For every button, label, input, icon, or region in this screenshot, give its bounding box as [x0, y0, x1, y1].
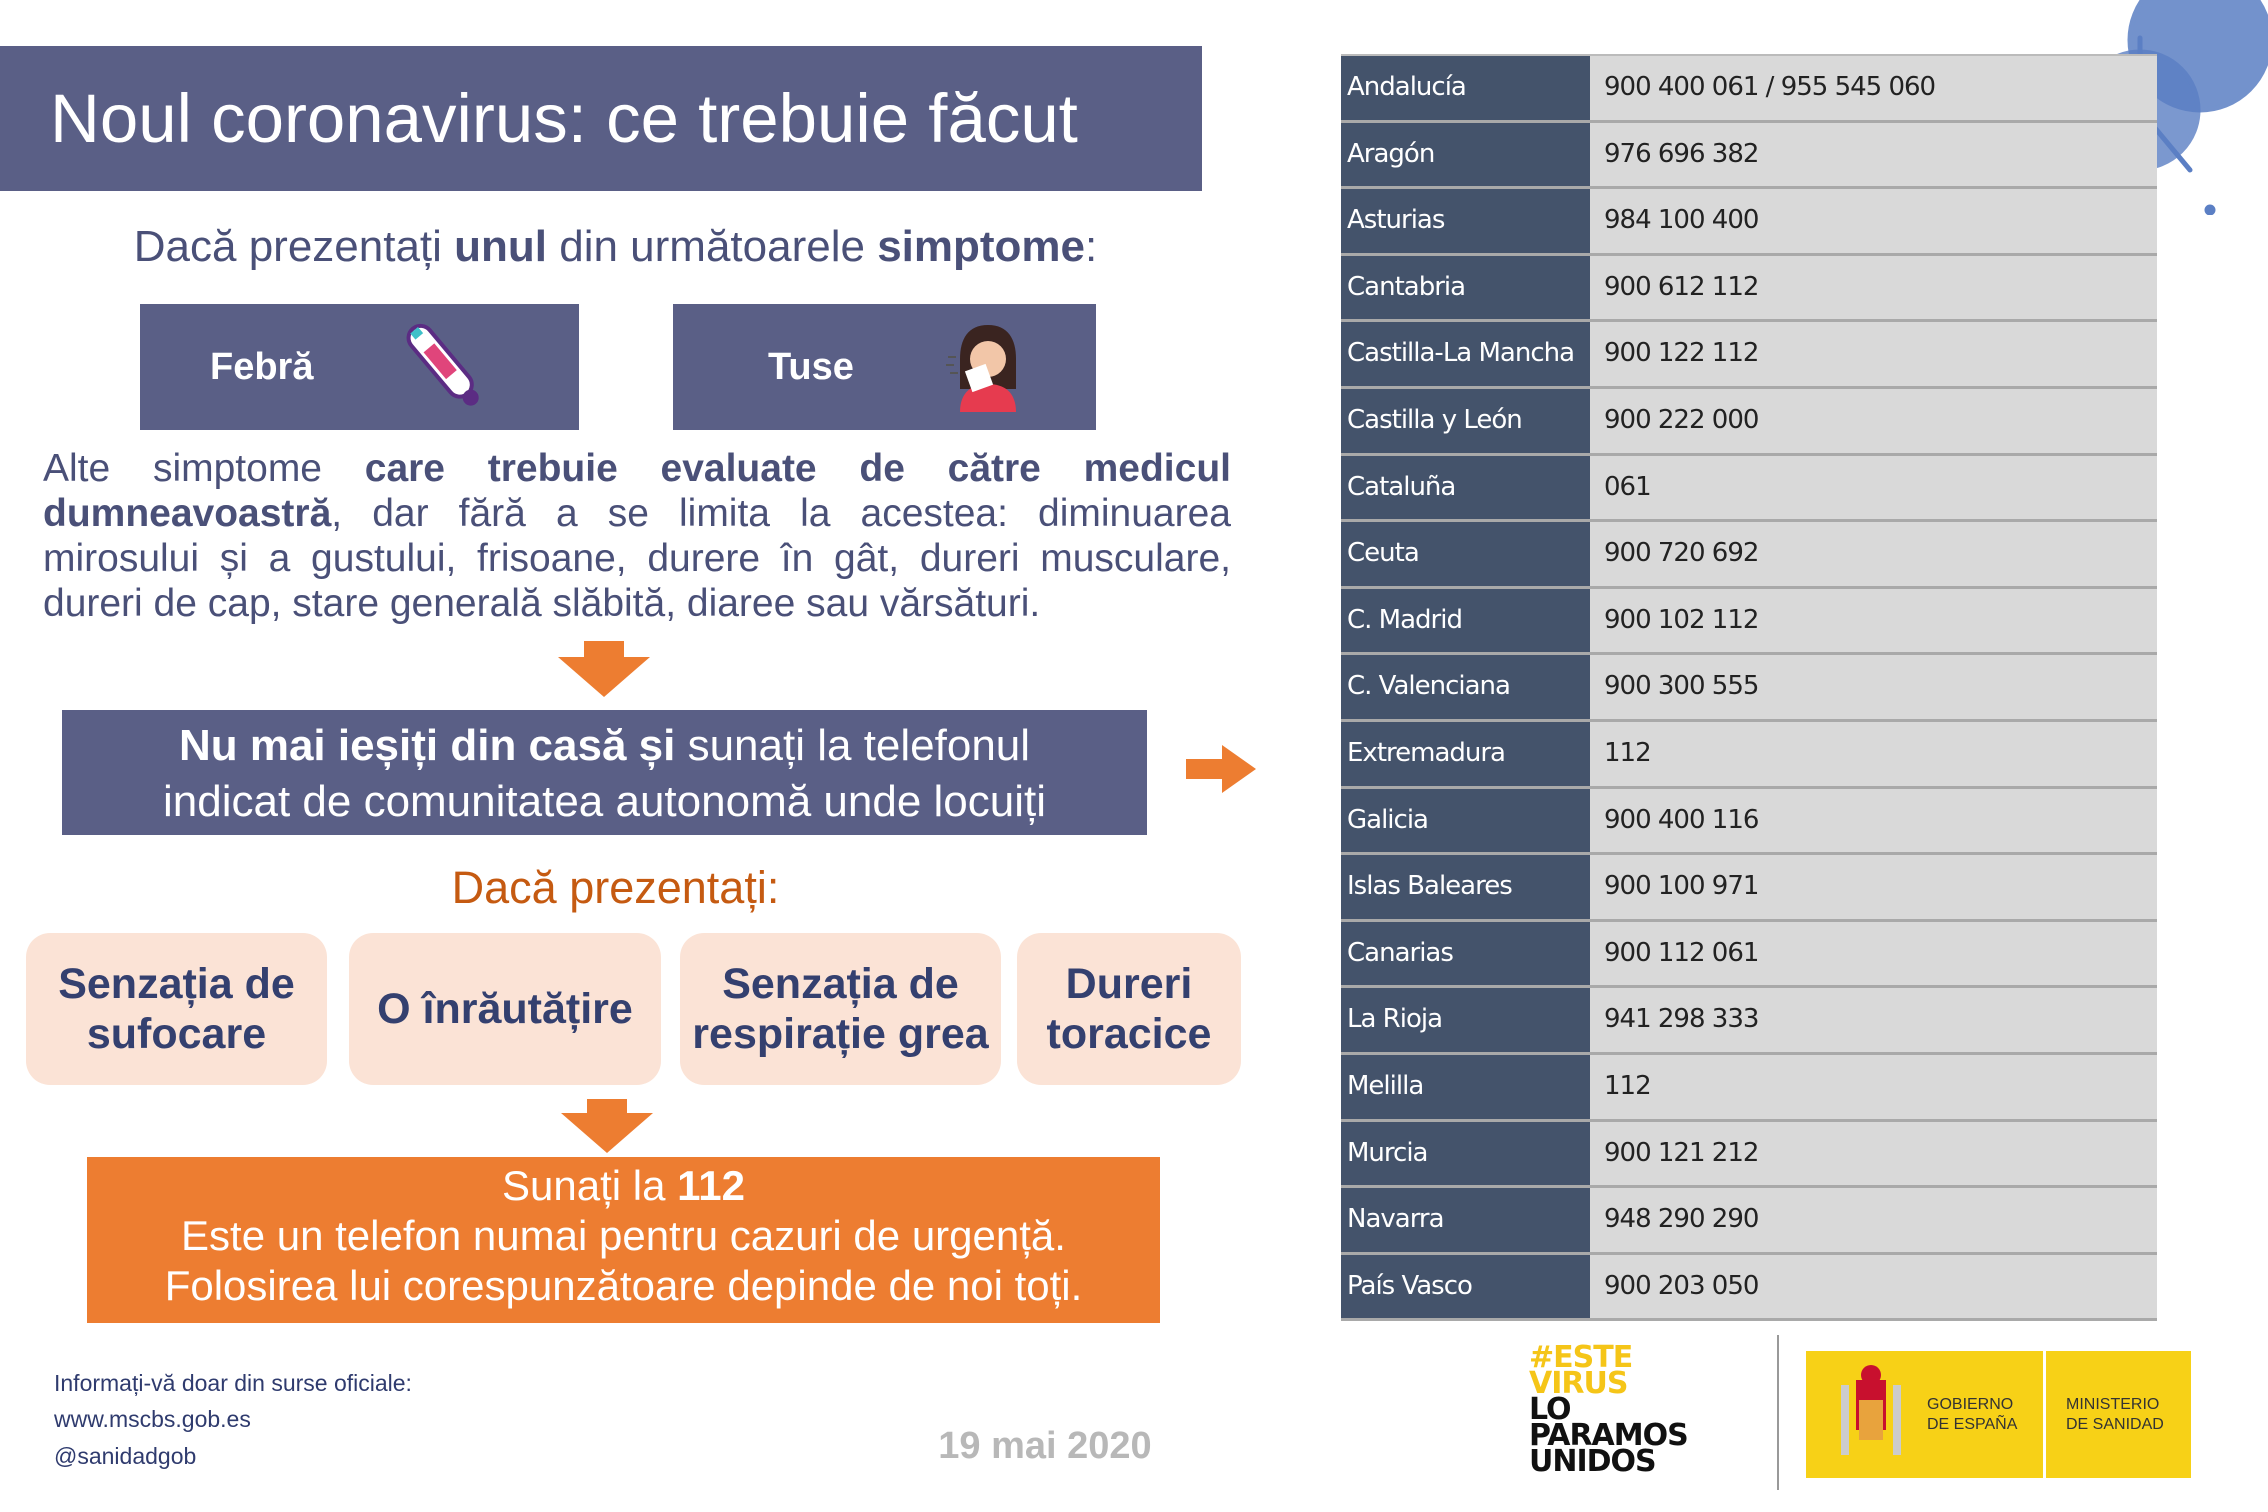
stay-text: sunați la telefonul	[675, 721, 1031, 770]
region-name: Cantabria	[1341, 256, 1590, 320]
region-name: C. Madrid	[1341, 589, 1590, 653]
este-virus-logo	[1529, 1340, 1757, 1482]
region-name: C. Valenciana	[1341, 655, 1590, 719]
region-name: Castilla y León	[1341, 389, 1590, 453]
logo-text: LO	[1529, 1392, 1571, 1427]
stay-text: indicat de comunitatea autonomă unde locuiți	[162, 777, 1047, 826]
region-name: País Vasco	[1341, 1255, 1590, 1319]
severe-symptom: Dureri toracice	[1017, 933, 1241, 1085]
severe-symptom: Senzația de sufocare	[26, 933, 327, 1085]
table-row	[1341, 322, 2157, 389]
phone-number: 941 298 333	[1590, 988, 2157, 1052]
sneezing-person-icon	[938, 317, 1038, 417]
region-name: Aragón	[1341, 123, 1590, 187]
phone-number: 900 222 000	[1590, 389, 2157, 453]
table-row	[1341, 189, 2157, 256]
phone-number: 900 400 116	[1590, 789, 2157, 853]
phone-number: 900 100 971	[1590, 855, 2157, 919]
table-row	[1341, 1055, 2157, 1122]
call-112-banner	[87, 1157, 1160, 1323]
divider	[1777, 1335, 1779, 1490]
table-row	[1341, 456, 2157, 523]
region-name: Canarias	[1341, 922, 1590, 986]
phone-number: 112	[1590, 722, 2157, 786]
phone-number: 900 612 112	[1590, 256, 2157, 320]
region-name: Islas Baleares	[1341, 855, 1590, 919]
call-text: Sunați la	[502, 1162, 678, 1209]
table-row	[1341, 589, 2157, 656]
symptoms-heading	[0, 222, 1231, 272]
logo-text: GOBIERNO	[1927, 1395, 2014, 1413]
subtitle-bold: simptome	[877, 222, 1086, 271]
phone-number: 900 122 112	[1590, 322, 2157, 386]
logo-text: DE ESPAÑA	[1927, 1415, 2018, 1433]
other-text: , dar fără a se limita la acestea: diminuarea mirosului și a gustului, frisoane, durere în gât, dureri musculare, dureri de cap, stare generală slăbită, diaree sau vărsături.	[43, 492, 1231, 625]
footer-website-link[interactable]: www.mscbs.gob.es	[54, 1406, 251, 1432]
table-row	[1341, 123, 2157, 190]
phone-number: 984 100 400	[1590, 189, 2157, 253]
stay-bold: Nu mai ieșiți din casă și	[178, 721, 676, 770]
phone-number: 061	[1590, 456, 2157, 520]
table-row	[1341, 1188, 2157, 1255]
table-row	[1341, 522, 2157, 589]
table-row	[1341, 1122, 2157, 1189]
coat-of-arms-icon	[1821, 1360, 1921, 1470]
other-symptoms-text	[43, 446, 1231, 626]
table-row	[1341, 922, 2157, 989]
phone-number: 900 400 061 / 955 545 060	[1590, 56, 2157, 120]
subtitle-text: Dacă prezentați	[133, 222, 455, 271]
arrow-down-icon	[561, 1099, 653, 1153]
region-name: La Rioja	[1341, 988, 1590, 1052]
region-name: Extremadura	[1341, 722, 1590, 786]
severe-symptom: O înrăutățire	[349, 933, 661, 1085]
phone-number: 948 290 290	[1590, 1188, 2157, 1252]
thermometer-icon	[390, 312, 500, 422]
region-name: Galicia	[1341, 789, 1590, 853]
logo-text: UNIDOS	[1529, 1444, 1656, 1479]
logo-text: PARAMOS	[1529, 1418, 1688, 1453]
table-row	[1341, 855, 2157, 922]
logo-text: #ESTE	[1529, 1340, 1633, 1375]
logo-text: MINISTERIO	[2066, 1395, 2160, 1413]
other-bold: care trebuie evaluate de către medicul dumneavoastră	[43, 447, 1231, 535]
region-name: Andalucía	[1341, 56, 1590, 120]
table-row	[1341, 1255, 2157, 1322]
if-present-heading: Dacă prezentați:	[451, 862, 780, 913]
symptom-cough	[673, 304, 1096, 430]
emergency-number: 112	[677, 1162, 745, 1209]
logo-text: DE SANIDAD	[2066, 1415, 2164, 1433]
region-name: Ceuta	[1341, 522, 1590, 586]
severe-symptom: Senzația de respirație grea	[680, 933, 1001, 1085]
region-name: Navarra	[1341, 1188, 1590, 1252]
page-title: Noul coronavirus: ce trebuie făcut	[0, 46, 1202, 191]
arrow-right-icon	[1186, 745, 1256, 793]
table-row	[1341, 789, 2157, 856]
government-logo	[1806, 1351, 2191, 1478]
table-row	[1341, 256, 2157, 323]
phone-number: 900 121 212	[1590, 1122, 2157, 1186]
subtitle-bold: unul	[454, 222, 548, 271]
phone-number: 900 112 061	[1590, 922, 2157, 986]
region-name: Castilla-La Mancha	[1341, 322, 1590, 386]
region-name: Asturias	[1341, 189, 1590, 253]
phone-number: 900 203 050	[1590, 1255, 2157, 1319]
symptom-fever	[140, 304, 579, 430]
stay-home-banner	[62, 710, 1147, 835]
call-text: Folosirea lui corespunzătoare depinde de noi toți.	[164, 1262, 1083, 1309]
phone-table	[1341, 54, 2157, 1321]
symptom-label: Febră	[210, 345, 314, 388]
phone-number: 112	[1590, 1055, 2157, 1119]
region-name: Cataluña	[1341, 456, 1590, 520]
symptom-label: Tuse	[768, 345, 854, 388]
table-row	[1341, 988, 2157, 1055]
arrow-down-icon	[558, 641, 650, 697]
footer-twitter-link[interactable]: @sanidadgob	[54, 1443, 197, 1469]
table-row	[1341, 389, 2157, 456]
region-name: Murcia	[1341, 1122, 1590, 1186]
phone-number: 900 102 112	[1590, 589, 2157, 653]
table-row	[1341, 722, 2157, 789]
region-name: Melilla	[1341, 1055, 1590, 1119]
table-row	[1341, 655, 2157, 722]
subtitle-text: din următoarele	[547, 222, 878, 271]
logo-text: VIRUS	[1529, 1366, 1628, 1401]
subtitle-text: :	[1085, 222, 1098, 271]
phone-number: 900 720 692	[1590, 522, 2157, 586]
call-text: Este un telefon numai pentru cazuri de urgență.	[181, 1212, 1066, 1259]
footer-info: Informați-vă doar din surse oficiale:	[54, 1370, 412, 1396]
date: 19 mai 2020	[938, 1425, 1152, 1467]
other-text: Alte simptome	[43, 447, 365, 490]
phone-number: 976 696 382	[1590, 123, 2157, 187]
phone-number: 900 300 555	[1590, 655, 2157, 719]
table-row	[1341, 56, 2157, 123]
